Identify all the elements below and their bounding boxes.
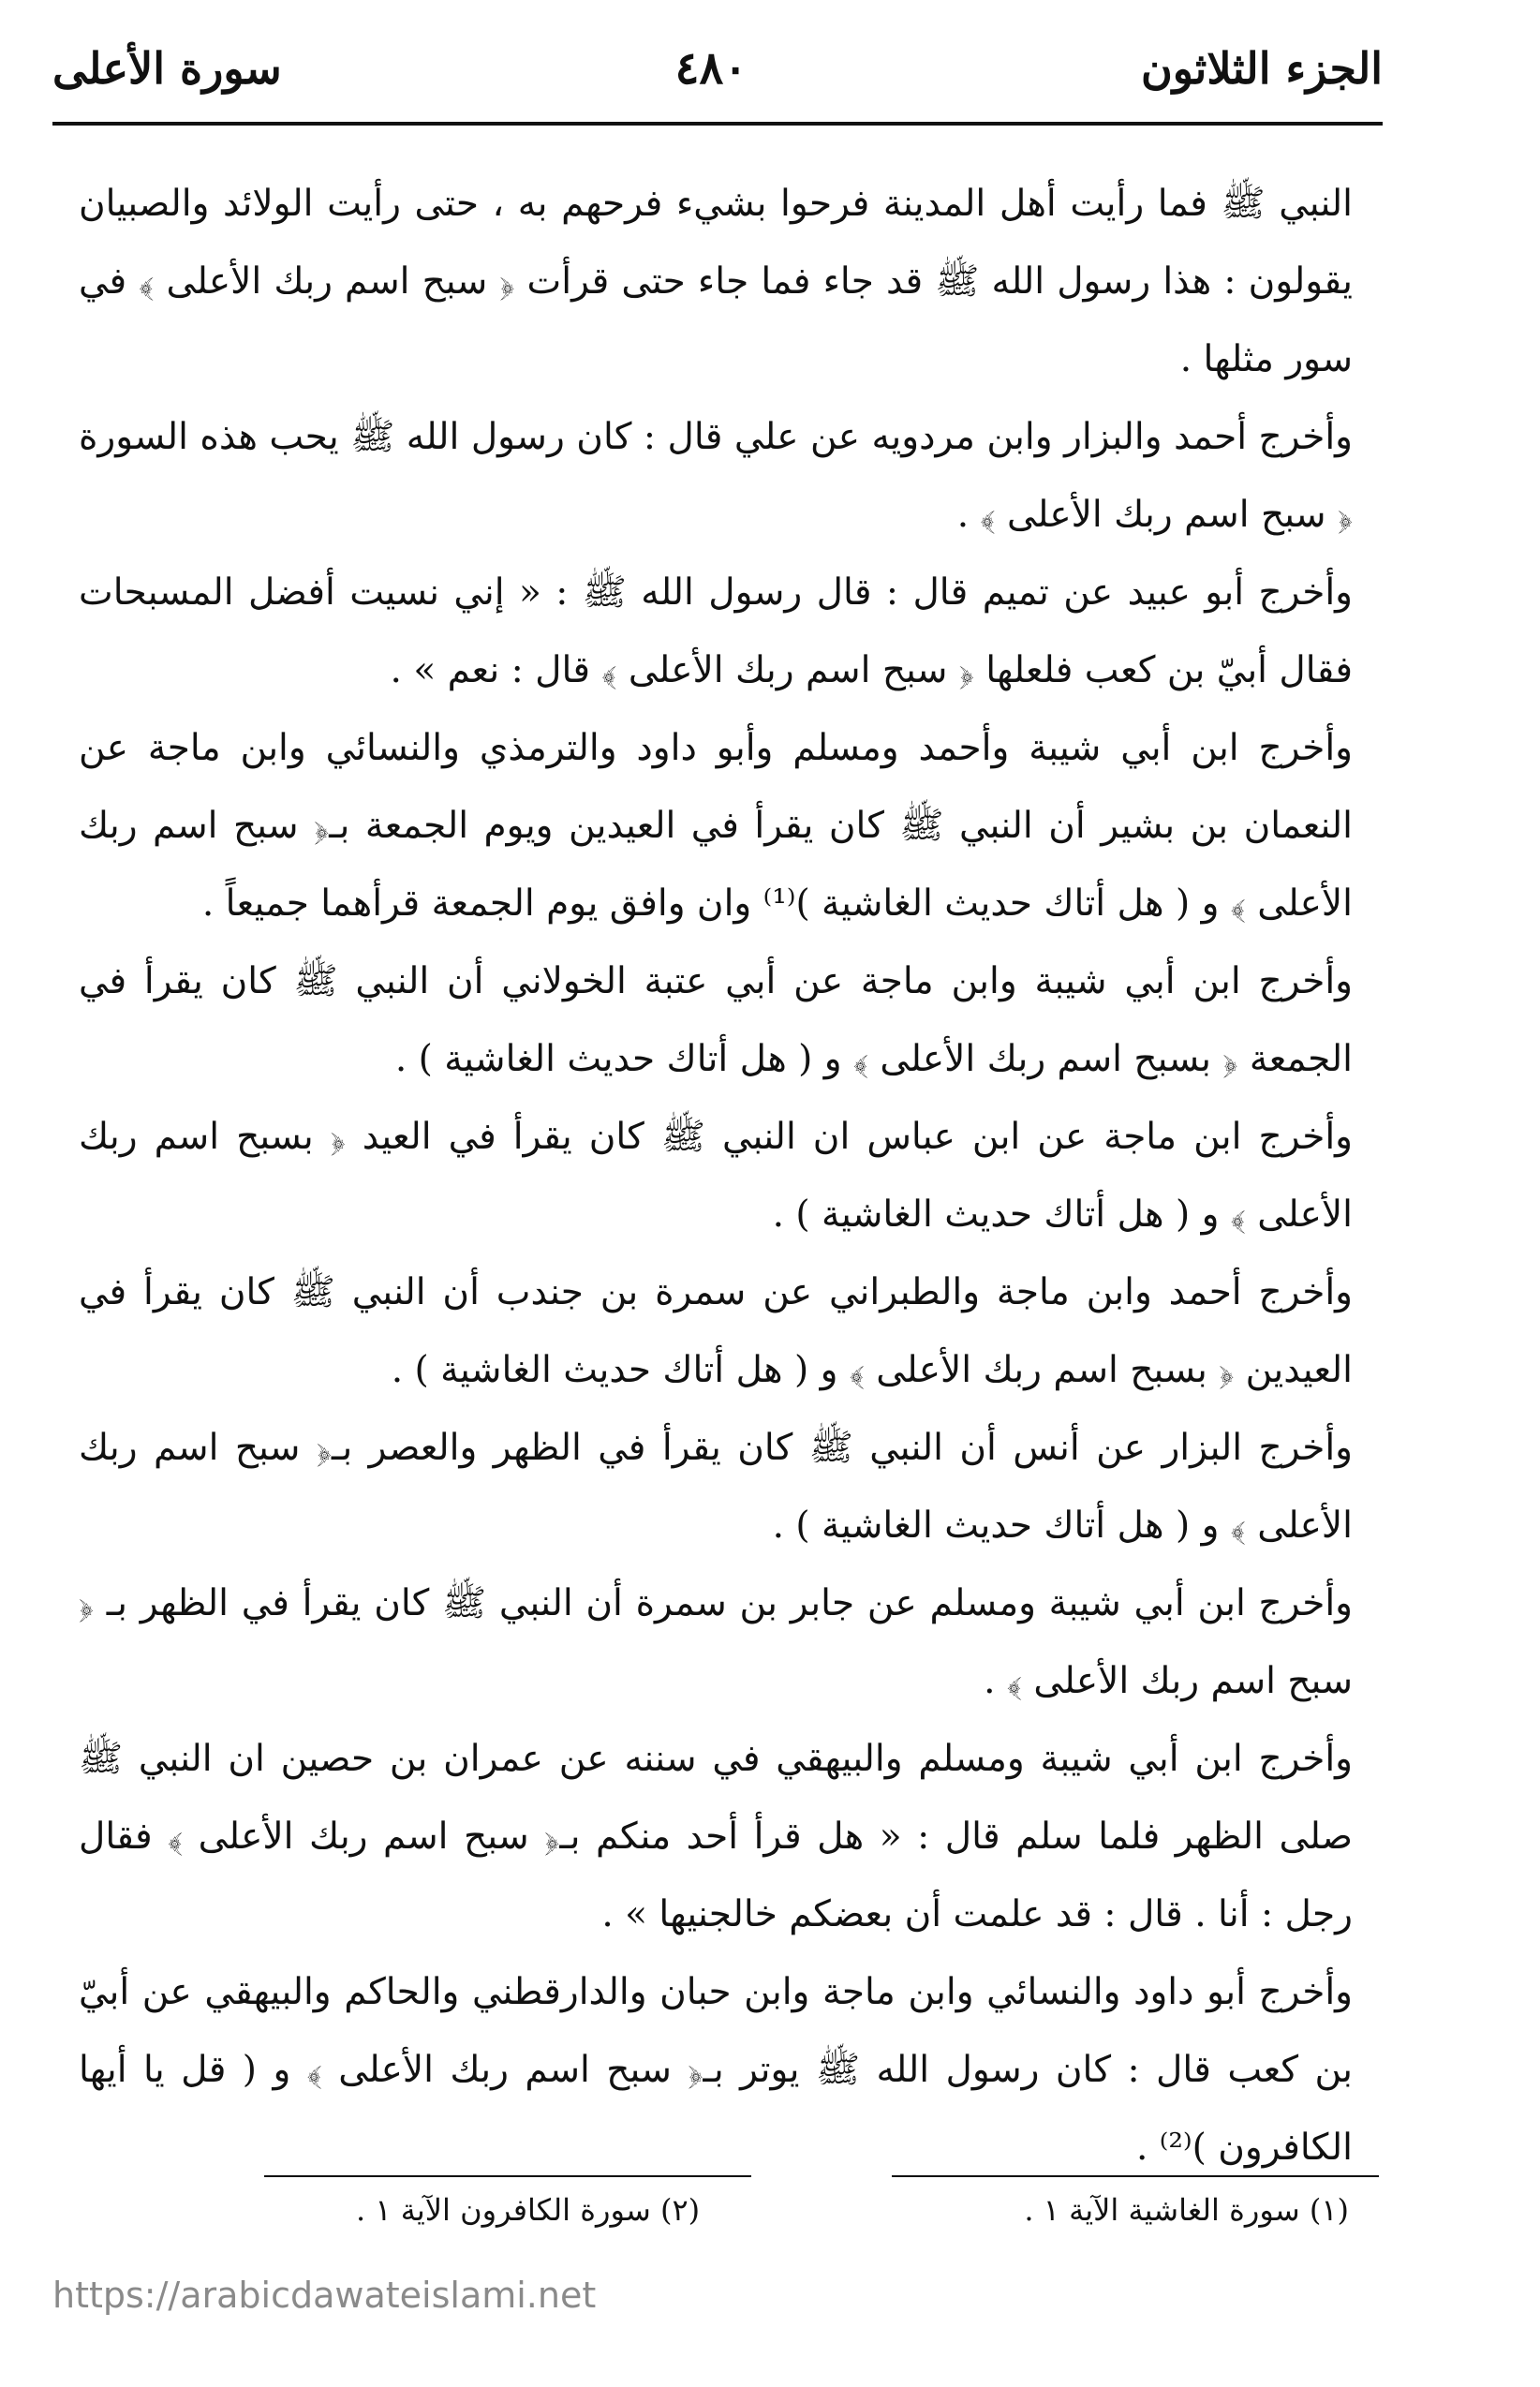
paragraph: وأخرج ابن ماجة عن ابن عباس ان النبي ﷺ كان يقرأ في العيد ﴿ بسبح اسم ربك الأعلى ﴾ و ( هل أتاك حديث الغاشية ) .	[79, 1116, 1353, 1236]
paragraph: وأخرج أحمد وابن ماجة والطبراني عن سمرة بن جندب أن النبي ﷺ كان يقرأ في العيدين ﴿ بسبح اسم ربك الأعلى ﴾ و ( هل أتاك حديث الغاشية ) .	[79, 1271, 1353, 1391]
paragraph: وأخرج البزار عن أنس أن النبي ﷺ كان يقرأ في الظهر والعصر بـ﴿ سبح اسم ربك الأعلى ﴾ و ( هل أتاك حديث الغاشية ) .	[79, 1427, 1353, 1547]
footnote-rule	[264, 2175, 751, 2177]
main-text	[79, 165, 1353, 2187]
paragraph: وأخرج ابن أبي شيبة ومسلم والبيهقي في سننه عن عمران بن حصين ان النبي ﷺ صلى الظهر فلما سلم قال : « هل قرأ أحد منكم بـ﴿ سبح اسم ربك الأعلى ﴾ فقال رجل : أنا . قال : قد علمت أن بعضكم خالجنيها » .	[79, 1738, 1353, 1935]
footnote-rule	[892, 2175, 1379, 2177]
part-title: الجزء الثلاثون	[1141, 43, 1383, 94]
paragraph: وأخرج ابن أبي شيبة وابن ماجة عن أبي عتبة الخولاني أن النبي ﷺ كان يقرأ في الجمعة ﴿ بسبح اسم ربك الأعلى ﴾ و ( هل أتاك حديث الغاشية ) .	[79, 960, 1353, 1080]
paragraph: وأخرج ابن أبي شيبة وأحمد ومسلم وأبو داود والترمذي والنسائي وابن ماجة عن النعمان بن بشير أن النبي ﷺ كان يقرأ في العيدين ويوم الجمعة بـ﴿ سبح اسم ربك الأعلى ﴾ و ( هل أتاك حديث الغاشية )⁽¹⁾ وان وافق يوم الجمعة قرأهما جميعاً .	[79, 727, 1353, 925]
page-number: ٤٨٠	[674, 42, 748, 95]
paragraph: وأخرج ابن أبي شيبة ومسلم عن جابر بن سمرة أن النبي ﷺ كان يقرأ في الظهر بـ ﴿ سبح اسم ربك الأعلى ﴾ .	[79, 1582, 1353, 1702]
watermark-url: https://arabicdawateislami.net	[52, 2275, 597, 2316]
page-header	[52, 17, 1383, 120]
paragraph: النبي ﷺ فما رأيت أهل المدينة فرحوا بشيء فرحهم به ، حتى رأيت الولائد والصبيان يقولون : هذا رسول الله ﷺ قد جاء فما جاء حتى قرأت ﴿ سبح اسم ربك الأعلى ﴾ في سور مثلها .	[79, 183, 1353, 380]
footnote-2: (٢) سورة الكافرون الآية ١ .	[356, 2192, 701, 2228]
footnotes	[356, 2192, 1349, 2248]
surah-title: سورة الأعلى	[52, 43, 282, 94]
footnote-1: (١) سورة الغاشية الآية ١ .	[1024, 2192, 1349, 2228]
paragraph: وأخرج أحمد والبزار وابن مردويه عن علي قال : كان رسول الله ﷺ يحب هذه السورة ﴿ سبح اسم ربك الأعلى ﴾ .	[79, 416, 1353, 536]
paragraph: وأخرج أبو عبيد عن تميم قال : قال رسول الله ﷺ : « إني نسيت أفضل المسبحات فقال أبيّ بن كعب فلعلها ﴿ سبح اسم ربك الأعلى ﴾ قال : نعم » .	[79, 571, 1353, 691]
header-rule	[52, 122, 1383, 126]
paragraph: وأخرج أبو داود والنسائي وابن ماجة وابن حبان والدارقطني والحاكم والبيهقي عن أبيّ بن كعب قال : كان رسول الله ﷺ يوتر بـ﴿ سبح اسم ربك الأعلى ﴾ و ( قل يا أيها الكافرون )⁽²⁾ .	[79, 1971, 1353, 2169]
